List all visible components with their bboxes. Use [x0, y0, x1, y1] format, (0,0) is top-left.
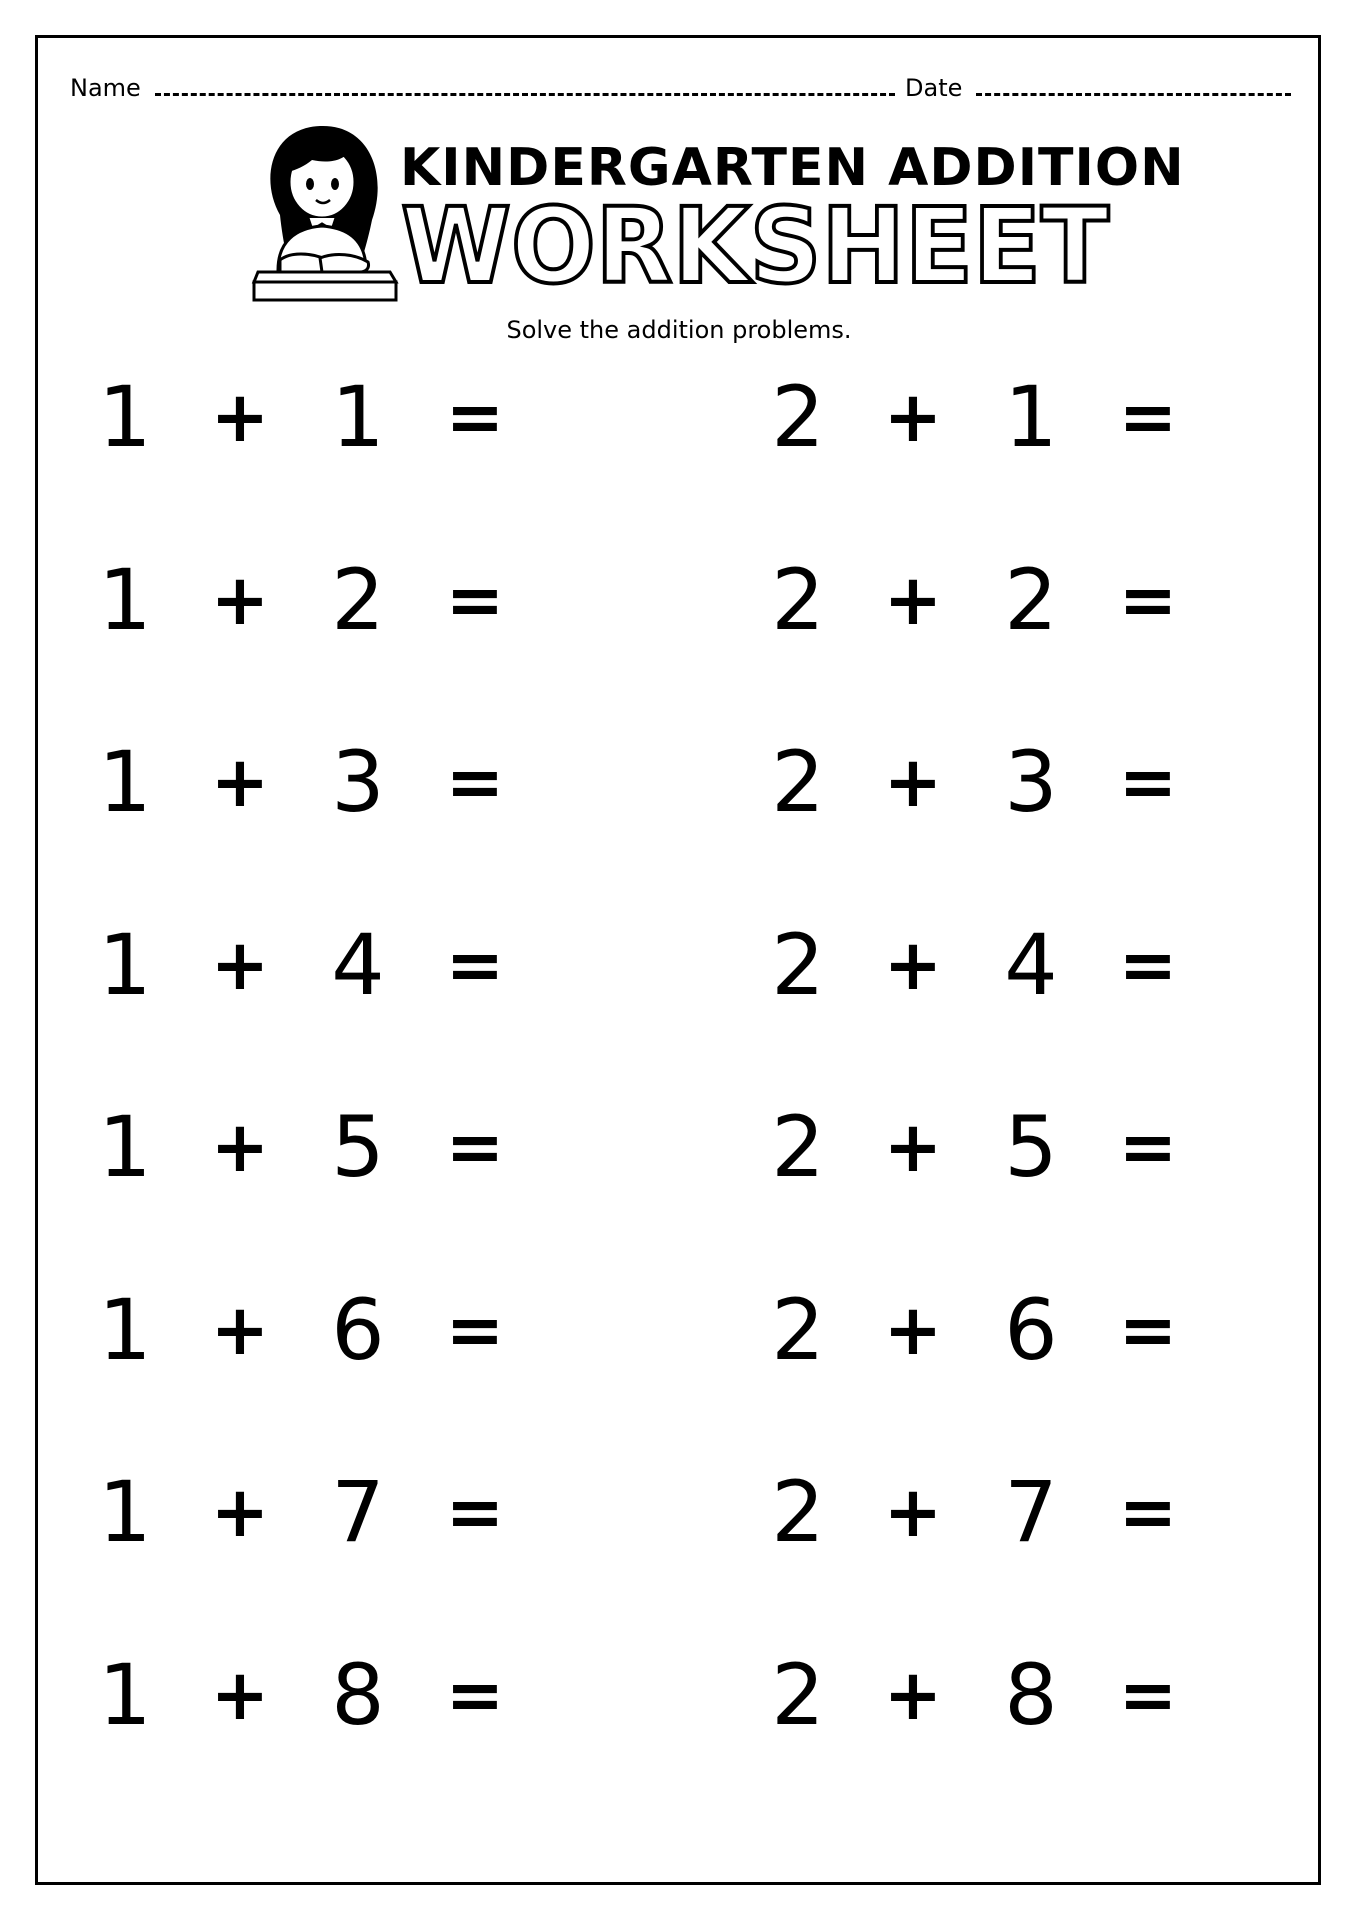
addend-first: 1 [98, 915, 152, 1014]
problem-row [768, 1457, 1188, 1567]
addend-first: 2 [771, 1645, 825, 1744]
equals-sign: = [1118, 558, 1178, 641]
addend-first: 2 [771, 1098, 825, 1196]
addend-first: 2 [771, 550, 825, 649]
problem-row [95, 1092, 515, 1202]
addend-second: 1 [1004, 368, 1058, 466]
plus-sign: + [210, 1471, 270, 1553]
addend-second: 7 [1004, 1463, 1058, 1561]
addend-first: 2 [771, 733, 825, 831]
equals-sign: = [445, 558, 505, 641]
problem-row [768, 362, 1188, 472]
addend-second: 6 [1004, 1280, 1058, 1379]
addend-second: 1 [331, 368, 385, 466]
equals-sign: = [445, 741, 505, 823]
problem-row [768, 727, 1188, 837]
problem-row [95, 1457, 515, 1567]
addend-first: 1 [98, 1098, 152, 1196]
plus-sign: + [883, 923, 943, 1006]
addend-second: 4 [1004, 915, 1058, 1014]
addend-second: 3 [331, 733, 385, 831]
plus-sign: + [210, 923, 270, 1006]
equals-sign: = [445, 1653, 505, 1736]
equals-sign: = [1118, 1106, 1178, 1188]
plus-sign: + [210, 1653, 270, 1736]
addend-first: 1 [98, 1463, 152, 1561]
equals-sign: = [1118, 1653, 1178, 1736]
addend-second: 8 [331, 1645, 385, 1744]
plus-sign: + [883, 741, 943, 823]
equals-sign: = [445, 1288, 505, 1371]
addend-second: 3 [1004, 733, 1058, 831]
equals-sign: = [445, 376, 505, 458]
instructions: Solve the addition problems. [506, 316, 852, 344]
addend-second: 6 [331, 1280, 385, 1379]
addend-second: 8 [1004, 1645, 1058, 1744]
addend-second: 2 [331, 550, 385, 649]
addend-first: 2 [771, 1463, 825, 1561]
equals-sign: = [445, 1471, 505, 1553]
name-label: Name [70, 74, 141, 102]
name-field[interactable] [70, 68, 895, 102]
problem-row [768, 1640, 1188, 1750]
plus-sign: + [883, 1653, 943, 1736]
problem-row [95, 727, 515, 837]
equals-sign: = [1118, 1471, 1178, 1553]
addend-first: 2 [771, 1280, 825, 1379]
title-line-2 [395, 188, 1115, 298]
plus-sign: + [883, 1106, 943, 1188]
plus-sign: + [883, 1288, 943, 1371]
equals-sign: = [445, 923, 505, 1006]
problem-row [95, 1640, 515, 1750]
addend-first: 1 [98, 550, 152, 649]
name-line[interactable] [155, 93, 895, 96]
date-line[interactable] [976, 93, 1291, 96]
addend-second: 4 [331, 915, 385, 1014]
plus-sign: + [210, 741, 270, 823]
problem-row [768, 1092, 1188, 1202]
problem-row [95, 545, 515, 655]
girl-at-desk-illustration [250, 120, 400, 305]
plus-sign: + [210, 558, 270, 641]
plus-sign: + [883, 376, 943, 458]
addend-second: 5 [1004, 1098, 1058, 1196]
addend-first: 1 [98, 1280, 152, 1379]
plus-sign: + [210, 1288, 270, 1371]
problem-row [95, 362, 515, 472]
plus-sign: + [210, 376, 270, 458]
addend-first: 2 [771, 368, 825, 466]
addend-first: 1 [98, 733, 152, 831]
addend-second: 7 [331, 1463, 385, 1561]
addend-first: 1 [98, 368, 152, 466]
plus-sign: + [883, 1471, 943, 1553]
equals-sign: = [1118, 923, 1178, 1006]
date-label: Date [905, 74, 963, 102]
problem-row [768, 1275, 1188, 1385]
title-line-1: KINDERGARTEN ADDITION [400, 138, 1185, 198]
addend-first: 2 [771, 915, 825, 1014]
addend-second: 5 [331, 1098, 385, 1196]
plus-sign: + [883, 558, 943, 641]
date-field[interactable] [905, 68, 1291, 102]
equals-sign: = [1118, 1288, 1178, 1371]
addend-first: 1 [98, 1645, 152, 1744]
equals-sign: = [1118, 741, 1178, 823]
problem-row [95, 910, 515, 1020]
equals-sign: = [445, 1106, 505, 1188]
problem-row [768, 910, 1188, 1020]
svg-text:WORKSHEET: WORKSHEET [401, 188, 1110, 298]
problem-row [768, 545, 1188, 655]
addend-second: 2 [1004, 550, 1058, 649]
problem-row [95, 1275, 515, 1385]
plus-sign: + [210, 1106, 270, 1188]
equals-sign: = [1118, 376, 1178, 458]
